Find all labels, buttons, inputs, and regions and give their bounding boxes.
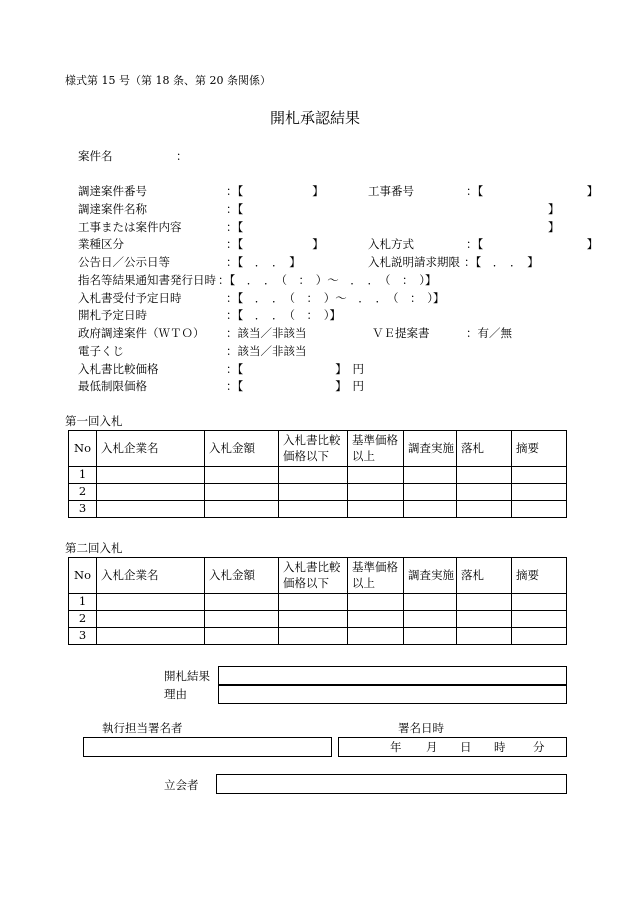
date-unit-hour: 時 [494,740,506,754]
award-cell[interactable] [457,484,512,501]
amount-cell[interactable] [205,628,279,645]
field-value-work-content[interactable]: ：【 [226,220,244,234]
remarks-cell[interactable] [512,594,567,611]
signer-label: 執行担当署名者 [102,721,183,735]
amount-cell[interactable] [205,484,279,501]
bracket-close-work-content: 】 [548,220,560,234]
field-label-procurement-name: 調達案件名称 [78,202,147,216]
header-award: 落札 [457,431,512,467]
date-unit-minute: 分 [533,740,545,754]
remarks-cell[interactable] [512,467,567,484]
header-investigation: 調査実施 [404,558,457,594]
investigation-cell[interactable] [404,628,457,645]
second-bid-title: 第二回入札 [65,541,123,555]
investigation-cell[interactable] [404,611,457,628]
field-value-nomination-notice-datetime[interactable]: ：【 ． ． （ ： ）～ ． ． （ ： ）】 [218,273,437,287]
table-row [69,594,567,611]
table-row [69,628,567,645]
field-value-explanation-deadline[interactable]: ：【 ． ． 】 [464,255,539,269]
award-cell[interactable] [457,628,512,645]
investigation-cell[interactable] [404,467,457,484]
row-number: 3 [69,628,97,645]
remarks-cell[interactable] [512,501,567,518]
witness-input[interactable] [216,774,567,794]
below-comparison-cell[interactable] [279,628,348,645]
field-label-wto: 政府調達案件（ＷＴＯ） [78,326,205,340]
investigation-cell[interactable] [404,484,457,501]
field-label-bid-method: 入札方式 [368,237,414,251]
above-standard-cell[interactable] [348,484,404,501]
header-above-standard: 基準価格以上 [348,431,404,467]
header-award: 落札 [457,558,512,594]
header-no: No [69,431,97,467]
field-label-industry-category: 業種区分 [78,237,124,251]
remarks-cell[interactable] [512,628,567,645]
row-number: 1 [69,467,97,484]
date-unit-year: 年 [390,740,402,754]
field-label-bid-reception-datetime: 入札書受付予定日時 [78,291,182,305]
field-value-procurement-number[interactable]: ：【 】 [226,184,324,198]
below-comparison-cell[interactable] [279,484,348,501]
table-row [69,501,567,518]
header-below-comparison: 入札書比較価格以下 [279,558,348,594]
field-value-procurement-name[interactable]: ：【 [226,202,244,216]
header-no: No [69,558,97,594]
field-label-minimum-price: 最低制限価格 [78,379,147,393]
field-value-bid-method[interactable]: ：【 】 [466,237,599,251]
case-name-label: 案件名 [78,149,113,163]
header-remarks: 摘要 [512,431,567,467]
row-number: 2 [69,611,97,628]
above-standard-cell[interactable] [348,594,404,611]
above-standard-cell[interactable] [348,501,404,518]
award-cell[interactable] [457,611,512,628]
date-unit-month: 月 [426,740,438,754]
above-standard-cell[interactable] [348,467,404,484]
above-standard-cell[interactable] [348,611,404,628]
first-bid-table [68,430,567,518]
field-label-work-content: 工事または案件内容 [78,220,182,234]
row-number: 3 [69,501,97,518]
field-value-work-number[interactable]: ：【 】 [466,184,599,198]
header-above-standard: 基準価格以上 [348,558,404,594]
field-label-announcement-date: 公告日／公示日等 [78,255,170,269]
field-label-opening-datetime: 開札予定日時 [78,308,147,322]
award-cell[interactable] [457,501,512,518]
header-investigation: 調査実施 [404,431,457,467]
company-cell[interactable] [97,467,205,484]
field-value-electronic-lottery[interactable]: ：該当／非該当 [226,344,307,358]
header-amount: 入札金額 [205,431,279,467]
sign-date-label: 署名日時 [398,721,444,735]
header-remarks: 摘要 [512,558,567,594]
first-bid-title: 第一回入札 [65,414,123,428]
field-value-announcement-date[interactable]: ：【 ． ． 】 [226,255,301,269]
company-cell[interactable] [97,628,205,645]
amount-cell[interactable] [205,594,279,611]
company-cell[interactable] [97,501,205,518]
table-header-row [69,558,567,594]
row-number: 1 [69,594,97,611]
above-standard-cell[interactable] [348,628,404,645]
field-value-industry-category[interactable]: ：【 】 [226,237,324,251]
header-company: 入札企業名 [97,431,205,467]
award-cell[interactable] [457,467,512,484]
table-header-row [69,431,567,467]
below-comparison-cell[interactable] [279,594,348,611]
header-below-comparison: 入札書比較価格以下 [279,431,348,467]
field-value-comparison-price[interactable]: ：【 】 円 [226,362,364,376]
below-comparison-cell[interactable] [279,501,348,518]
table-row [69,484,567,501]
case-name-colon: ： [176,149,188,163]
field-value-ve-proposal[interactable]: ：有／無 [466,326,512,340]
company-cell[interactable] [97,594,205,611]
reason-input[interactable] [218,685,567,704]
field-label-explanation-deadline: 入札説明請求期限 [368,255,460,269]
award-cell[interactable] [457,594,512,611]
remarks-cell[interactable] [512,484,567,501]
date-unit-day: 日 [460,740,472,754]
amount-cell[interactable] [205,501,279,518]
result-label: 開札結果 [164,669,210,683]
result-input[interactable] [218,666,567,685]
field-value-minimum-price[interactable]: ：【 】 円 [226,379,364,393]
form-number: 様式第 15 号（第 18 条、第 20 条関係） [65,74,271,87]
bracket-close-procurement-name: 】 [548,202,560,216]
field-label-procurement-number: 調達案件番号 [78,184,147,198]
below-comparison-cell[interactable] [279,611,348,628]
page-title: 開札承認結果 [269,109,360,127]
amount-cell[interactable] [205,467,279,484]
table-row [69,611,567,628]
header-amount: 入札金額 [205,558,279,594]
investigation-cell[interactable] [404,501,457,518]
amount-cell[interactable] [205,611,279,628]
field-value-bid-reception-datetime[interactable]: ：【 ． ． （ ： ）～ ． ． （ ： ）】 [226,291,445,305]
table-row [69,467,567,484]
field-value-wto[interactable]: ：該当／非該当 [226,326,307,340]
second-bid-table [68,557,567,645]
remarks-cell[interactable] [512,611,567,628]
company-cell[interactable] [97,484,205,501]
field-label-electronic-lottery: 電子くじ [78,344,124,358]
signer-input[interactable] [83,737,332,757]
company-cell[interactable] [97,611,205,628]
field-label-ve-proposal: ＶＥ提案書 [372,326,430,340]
witness-label: 立会者 [164,778,199,792]
row-number: 2 [69,484,97,501]
field-value-opening-datetime[interactable]: ：【 ． ． （ ： ）】 [226,308,341,322]
field-label-comparison-price: 入札書比較価格 [78,362,159,376]
field-label-work-number: 工事番号 [368,184,414,198]
header-company: 入札企業名 [97,558,205,594]
below-comparison-cell[interactable] [279,467,348,484]
reason-label: 理由 [164,687,187,701]
field-label-nomination-notice-datetime: 指名等結果通知書発行日時 [78,273,216,287]
investigation-cell[interactable] [404,594,457,611]
